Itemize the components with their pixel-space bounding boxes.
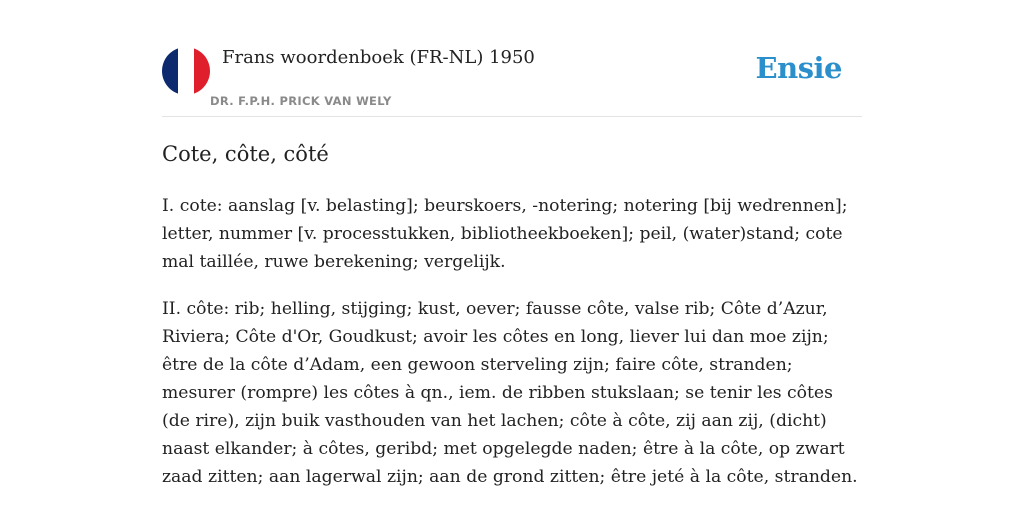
dictionary-header xyxy=(162,40,862,117)
ensie-logo-link[interactable]: Ensie xyxy=(755,51,842,85)
dictionary-entry xyxy=(162,140,862,491)
entry-definition-1: I. cote: aanslag [v. belasting]; beurskoers, -notering; notering [bij wedrennen]; letter, nummer [v. processtukken, bibliotheekboeken]; peil, (water)stand; cote mal taillée, ruwe berekening; vergelijk. xyxy=(162,196,848,272)
dictionary-author: DR. F.P.H. PRICK VAN WELY xyxy=(210,94,392,108)
france-flag-icon xyxy=(162,47,210,95)
dictionary-title[interactable]: Frans woordenboek (FR-NL) 1950 xyxy=(222,47,535,68)
entry-title: Cote, côte, côté xyxy=(162,142,329,166)
entry-definition-2: II. côte: rib; helling, stijging; kust, oever; fausse côte, valse rib; Côte d’Azur, Riviera; Côte d'Or, Goudkust; avoir les côtes en long, liever lui dan moe zijn; être de la côte d’Adam, een gewoon sterveling zijn; faire côte, stranden; mesurer (rompre) les côtes à qn., iem. de ribben stukslaan; se tenir les côtes (de rire), zijn buik vasthouden van het lachen; côte à côte, zij aan zij, (dicht) naast elkander; à côtes, geribd; met opgelegde naden; être à la côte, op zwart zaad zitten; aan lagerwal zijn; aan de grond zitten; être jeté à la côte, stranden. xyxy=(162,299,858,487)
